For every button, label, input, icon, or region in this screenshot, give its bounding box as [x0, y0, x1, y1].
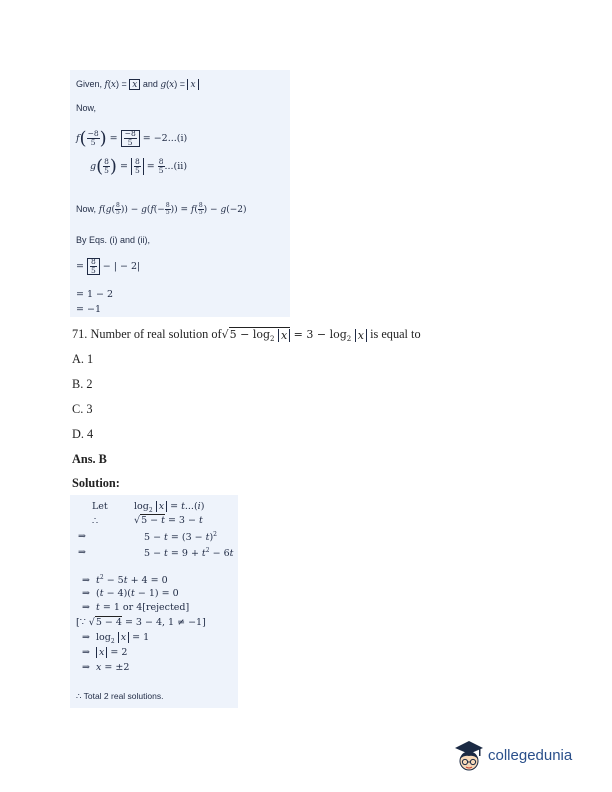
graduate-mascot-icon — [452, 737, 486, 777]
result-1: = 1 − 2 — [76, 289, 114, 300]
result-2: = −1 — [76, 304, 101, 315]
given-line: Given, f(x) = x and g(x) = x — [76, 79, 199, 90]
option-c[interactable]: C. 3 — [72, 402, 93, 416]
eq-floor: = $\frac{8}{5}$ − | − 2| — [76, 257, 141, 275]
answer: Ans. B — [72, 452, 107, 466]
now-label: Now, — [76, 103, 97, 113]
solution-heading: Solution: — [72, 476, 120, 490]
brand-name: collegedunia — [488, 747, 573, 764]
eq-ii: g( $\frac{8}{5}$ ) = $\frac{8}{5}$ = $\frac{8}{5}$ ...(ii) — [90, 156, 188, 177]
solution-block: Let $\log_2 x = t...(i)$ ∴ √5 − t = 3 − t ⇒ $5 - t = (3 - t)^2$ ⇒ $5 - t = 9 + t^2 - 6t$ ⇒ $t^2 - 5t + 4 = 0$ ⇒ (t − 4)(t − 1) = 0 ⇒ t = 1 or 4[rejected] [∵ √5 − 4 = 3 − 4, 1 ≠ −1] ⇒ $\log_2 x = 1$ ⇒ x = 2 ⇒ x = ±2 ∴ Total 2 real solutions. — [70, 495, 238, 708]
total-solutions: ∴ Total 2 real solutions. — [76, 691, 164, 701]
option-b[interactable]: B. 2 — [72, 377, 93, 391]
option-d[interactable]: D. 4 — [72, 427, 94, 441]
option-a[interactable]: A. 1 — [72, 352, 94, 366]
solution-block-prev — [70, 70, 290, 317]
question-71: 71. Number of real solution $of√5 - \log_2 x = 3 - \log_2 x$ is equal to — [72, 327, 421, 344]
sol-let: Let — [92, 501, 108, 512]
by-eqs-label: By Eqs. (i) and (ii), — [76, 235, 151, 245]
eq-i: f( $\frac{-8}{5}$ ) = $\frac{-8}{5}$ = −2...(i) — [76, 128, 188, 149]
now-expression: Now, f(g( $\frac{8}{5}$ )) − g(f(− $\frac{8}{5}$ )) = f( $\frac{8}{5}$ ) − g(−2) — [76, 202, 247, 216]
